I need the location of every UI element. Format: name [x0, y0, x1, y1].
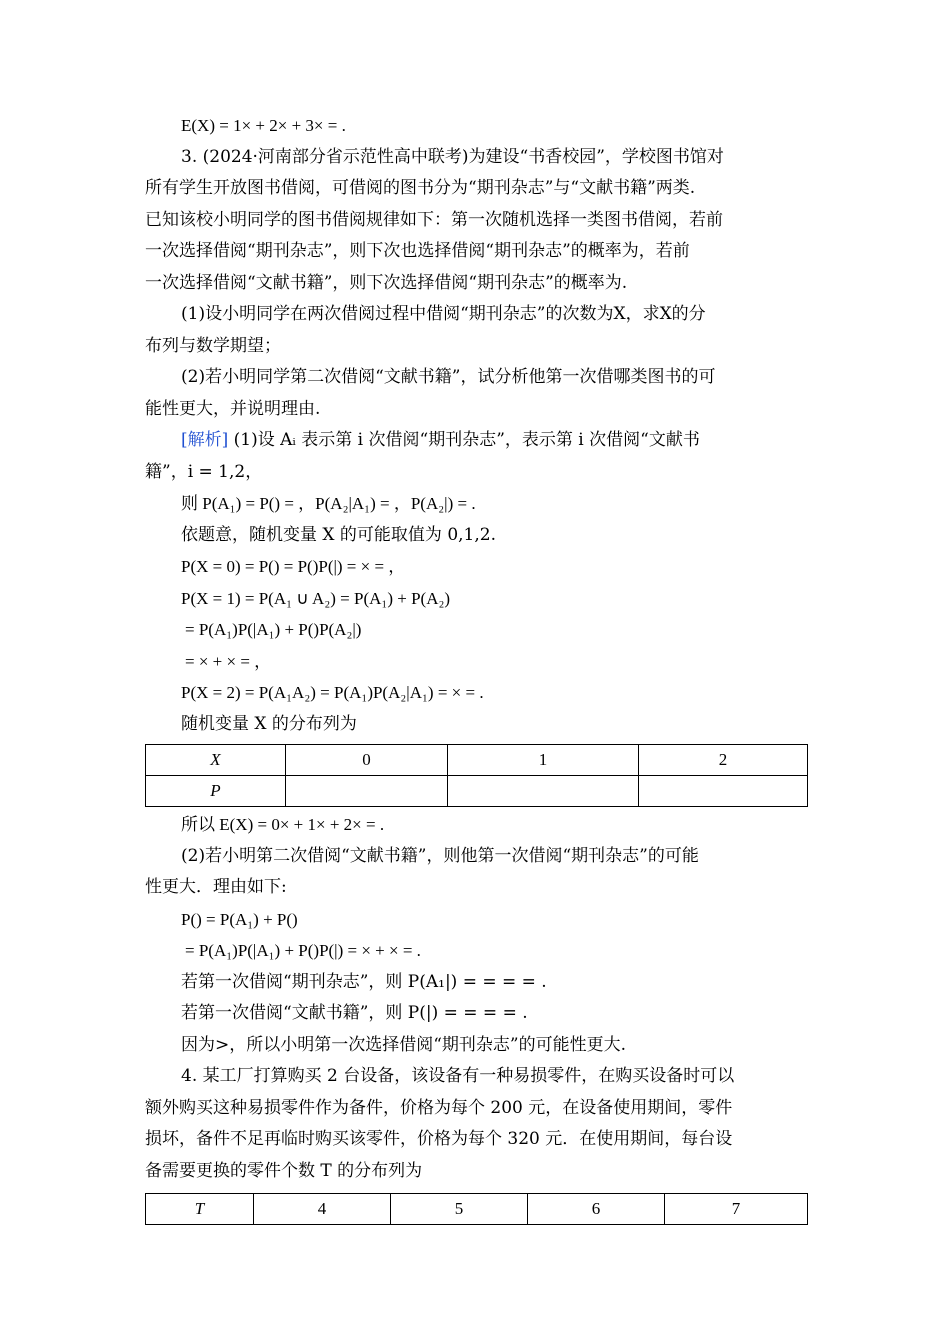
distribution-table-t: [145, 1193, 808, 1225]
question-2-line-2: 能性更大，并说明理由.: [145, 398, 321, 419]
problem-3-line-3: 已知该校小明同学的图书借阅规律如下：第一次随机选择一类图书借阅，若前: [145, 209, 723, 230]
expectation-line: E(X) = 1× + 2× + 3× = .: [181, 116, 346, 135]
table-cell: T: [146, 1194, 254, 1225]
problem-3-line-4: 一次选择借阅“期刊杂志”，则下次也选择借阅“期刊杂志”的概率为，若前: [145, 241, 690, 261]
table-row: [146, 1194, 808, 1225]
problem-3-line-1: 3. (2024·河南部分省示范性高中联考)为建设“书香校园”，学校图书馆对: [181, 146, 724, 167]
table-cell: [286, 776, 448, 807]
table-cell: 2: [639, 745, 808, 776]
solution-line-12: (2)若小明第二次借阅“文献书籍”，则他第一次借阅“期刊杂志”的可能: [181, 845, 699, 866]
solution-line-6: P(X = 1) = P(A₁ ∪ A₂) = P(A₁) + P(A₂): [181, 588, 451, 608]
solution-line-7: = P(A₁)P(|A₁) + P()P(A₂|): [185, 620, 362, 639]
table-cell: 1: [448, 745, 639, 776]
solution-line-9: P(X = 2) = P(A₁A₂) = P(A₁)P(A₂|A₁) = × = .: [181, 683, 484, 702]
table-cell: 7: [665, 1194, 808, 1225]
solution-line-2: 籍”，i = 1,2，: [145, 461, 263, 482]
table-cell: X: [146, 745, 286, 776]
solution-line-15: = P(A₁)P(|A₁) + P()P(|) = × + × = .: [185, 941, 421, 960]
table-cell: 5: [391, 1194, 528, 1225]
question-1-line-1: (1)设小明同学在两次借阅过程中借阅“期刊杂志”的次数为X，求X的分: [181, 304, 706, 324]
problem-4-line-4: 备需要更换的零件个数 T 的分布列为: [145, 1160, 423, 1181]
solution-line-14: P() = P(A₁) + P(): [181, 909, 298, 929]
table-cell: [448, 776, 639, 807]
problem-4-line-3: 损坏，备件不足再临时购买该零件，价格为每个 320 元．在使用期间，每台设: [145, 1129, 733, 1149]
solution-line-10: 随机变量 X 的分布列为: [181, 713, 357, 734]
solution-line-8: = × + × = ，: [185, 651, 272, 671]
problem-4-line-1: 4. 某工厂打算购买 2 台设备，该设备有一种易损零件，在购买设备时可以: [181, 1066, 735, 1086]
table-cell: 4: [254, 1194, 391, 1225]
table-row: [146, 745, 808, 776]
solution-line-11: 所以 E(X) = 0× + 1× + 2× = .: [181, 815, 385, 834]
solution-line-13: 性更大．理由如下:: [145, 877, 287, 897]
solution-line-18: 因为>，所以小明第一次选择借阅“期刊杂志”的可能性更大.: [181, 1034, 627, 1055]
table-cell: 6: [528, 1194, 665, 1225]
solution-line-1: [145, 425, 810, 457]
solution-line-3: 则 P(A₁) = P() = ，P(A₂|A₁) = ，P(A₂|) = .: [181, 494, 476, 513]
distribution-table-x: [145, 744, 808, 807]
problem-4-line-2: 额外购买这种易损零件作为备件，价格为每个 200 元，在设备使用期间，零件: [145, 1097, 733, 1118]
solution-line-4: 依题意，随机变量 X 的可能取值为 0,1,2.: [181, 524, 496, 545]
solution-line-17: 若第一次借阅“文献书籍”，则 P(|) = = = = .: [181, 1003, 528, 1023]
problem-3-line-5: 一次选择借阅“文献书籍”，则下次选择借阅“期刊杂志”的概率为.: [145, 272, 628, 293]
table-cell: 0: [286, 745, 448, 776]
question-1-line-2: 布列与数学期望；: [145, 335, 281, 356]
document-page: [145, 110, 810, 1225]
problem-3-line-2: 所有学生开放图书借阅，可借阅的图书分为“期刊杂志”与“文献书籍”两类.: [145, 178, 696, 198]
table-cell: P: [146, 776, 286, 807]
solution-line-5: P(X = 0) = P() = P()P(|) = × = ，: [181, 557, 406, 576]
solution-text: (1)设 Aᵢ 表示第 i 次借阅“期刊杂志”，表示第 i 次借阅“文献书: [233, 430, 700, 450]
solution-line-16: 若第一次借阅“期刊杂志”，则 P(A₁|) = = = = .: [181, 971, 547, 992]
table-cell: [639, 776, 808, 807]
question-2-line-1: (2)若小明同学第二次借阅“文献书籍”，试分析他第一次借哪类图书的可: [181, 367, 716, 387]
solution-tag: [解析]: [181, 430, 229, 450]
table-row: [146, 776, 808, 807]
